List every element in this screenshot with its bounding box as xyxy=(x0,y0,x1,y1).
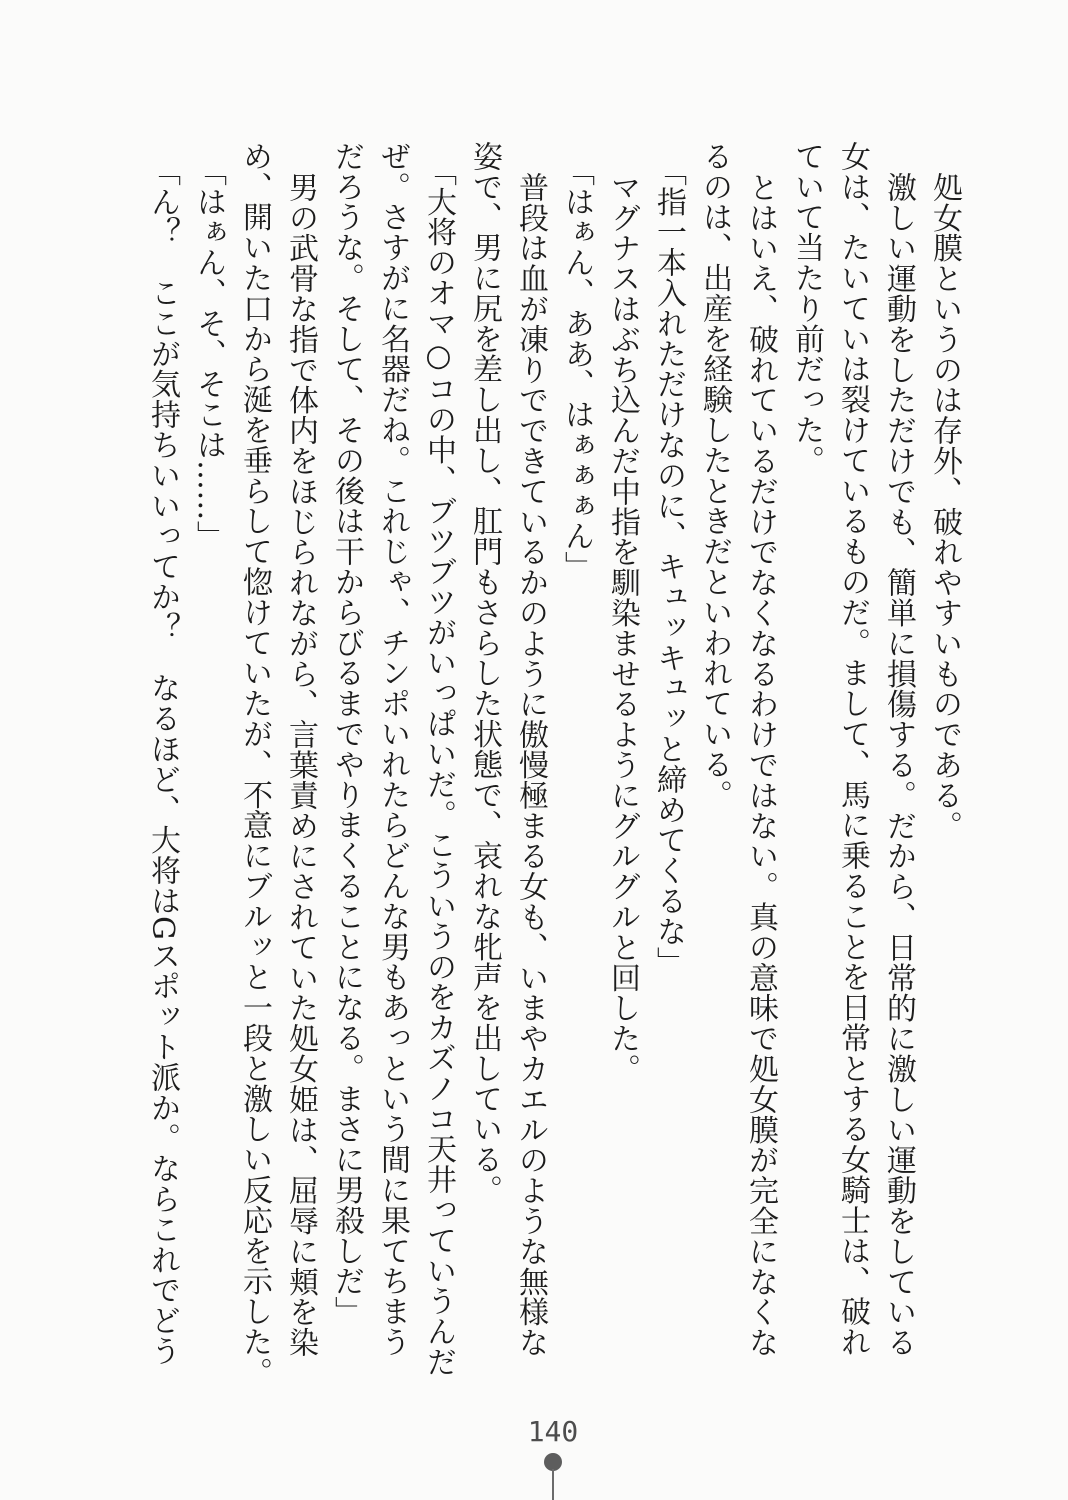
text-column: 姿で、男に尻を差し出し、肛門もさらした状態で、哀れな牝声を出している。 xyxy=(467,141,502,1205)
text-column: だろうな。そして、その後は干からびるまでやりまくることになる。まさに男殺しだ」 xyxy=(329,141,364,1327)
text-column: 「大将のオマ○コの中、ブツブツがいっぱいだ。こういうのをカズノコ天井っていうんだ xyxy=(421,156,456,1377)
text-column: 処女膜というのは存外、破れやすいものである。 xyxy=(927,172,962,841)
text-column: 「ん？ ここが気持ちいいってか？ なるほど、大将はGスポット派か。ならこれでどう xyxy=(145,156,180,1366)
page-number: 140 xyxy=(527,1415,579,1448)
page-text xyxy=(139,141,967,1388)
text-column: 「指一本入れただけなのに、キュッキュッと締めてくるな」 xyxy=(651,156,686,977)
footer-ornament-line xyxy=(552,1469,554,1500)
text-column: ていて当たり前だった。 xyxy=(789,141,824,476)
text-column: 普段は血が凍りでできているかのように傲慢極まる女も、いまやカエルのような無様な xyxy=(513,172,548,1358)
text-column: るのは、出産を経験したときだといわれている。 xyxy=(697,141,732,810)
text-column: とはいえ、破れているだけでなくなるわけではない。真の意味で処女膜が完全になくな xyxy=(743,172,778,1358)
text-column: め、開いた口から涎を垂らして惚けていたが、不意にブルッと一段と激しい反応を示した。 xyxy=(237,141,272,1388)
text-column: 女は、たいていは裂けているものだ。まして、馬に乗ることを日常とする女騎士は、破れ xyxy=(835,141,870,1357)
text-column: ぜ。さすがに名器だね。これじゃ、チンポいれたらどんな男もあっという間に果てちまう xyxy=(375,141,410,1357)
text-column: 「はぁん、ああ、はぁぁぁん」 xyxy=(559,156,594,582)
text-column: マグナスはぶち込んだ中指を馴染ませるようにグルグルと回した。 xyxy=(605,172,640,1084)
text-column: 激しい運動をしただけでも、簡単に損傷する。だから、日常的に激しい運動をしている xyxy=(881,172,916,1358)
text-column: 「はぁん、そ、そこは……」 xyxy=(191,156,226,552)
text-column: 男の武骨な指で体内をほじられながら、言葉責めにされていた処女姫は、屈辱に頬を染 xyxy=(283,172,318,1358)
